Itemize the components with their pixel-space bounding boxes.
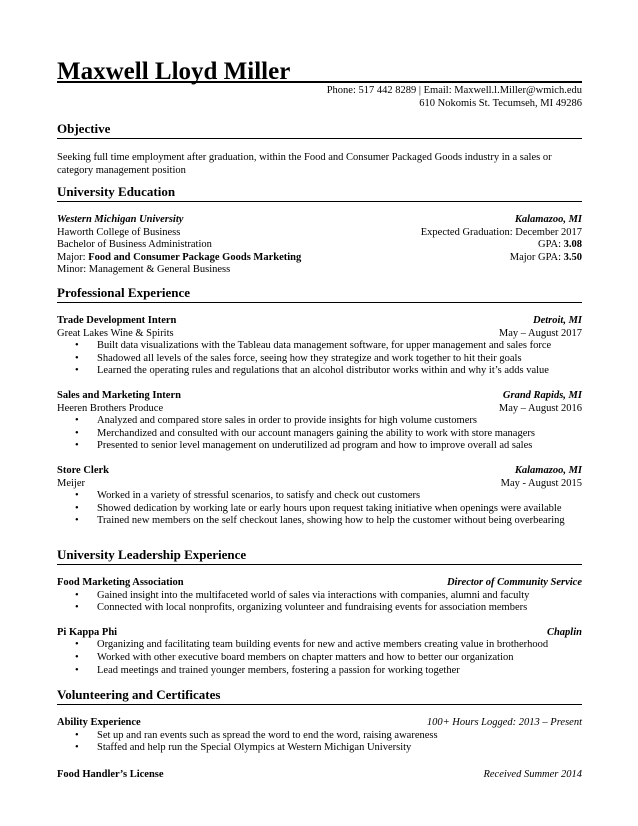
bullet-item: • Connected with local nonprofits, organizing volunteer and fundraising events for association members bbox=[75, 602, 528, 614]
bullet-icon: • bbox=[75, 440, 79, 452]
bullet-item: • Merchandized and consulted with our account managers gaining the ability to work with store managers bbox=[75, 427, 535, 439]
section-title: Objective bbox=[57, 121, 111, 136]
major: Major: Food and Consumer Package Goods Marketing bbox=[57, 251, 302, 263]
education-body bbox=[57, 214, 582, 277]
contact-address: 610 Nokomis St. Tecumseh, MI 49286 bbox=[419, 97, 582, 109]
objective-line: Seeking full time employment after graduation, within the Food and Consumer Packaged Goods industry in a sales or bbox=[57, 152, 552, 163]
job-dates: May – August 2016 bbox=[498, 402, 582, 414]
certificate-date: Received Summer 2014 bbox=[483, 768, 582, 780]
leadership-body bbox=[57, 577, 582, 677]
section-divider bbox=[57, 564, 582, 565]
objective-line: category management position bbox=[57, 164, 186, 176]
volunteer-bullets bbox=[57, 730, 582, 755]
bullet-icon: • bbox=[75, 415, 79, 427]
bullet-item: • Analyzed and compared store sales in order to provide insights for high volume customers bbox=[75, 415, 477, 427]
job-bullets bbox=[57, 340, 582, 378]
org-role: Director of Community Service bbox=[446, 577, 582, 588]
section-title: Volunteering and Certificates bbox=[57, 687, 221, 702]
job-bullets bbox=[57, 490, 582, 528]
job-dates: May - August 2015 bbox=[500, 477, 582, 489]
bullet-icon: • bbox=[75, 365, 79, 377]
leadership-section bbox=[57, 547, 582, 677]
volunteer-name: Ability Experience bbox=[57, 717, 141, 728]
org-entry bbox=[57, 627, 582, 677]
school-name: Western Michigan University bbox=[57, 214, 184, 225]
volunteer-hours: 100+ Hours Logged: 2013 – Present bbox=[426, 717, 582, 728]
section-divider bbox=[57, 302, 582, 303]
job-entry bbox=[57, 390, 582, 453]
org-bullets bbox=[57, 590, 582, 615]
volunteering-body bbox=[57, 717, 582, 781]
job-location: Grand Rapids, MI bbox=[502, 389, 582, 401]
job-location: Kalamazoo, MI bbox=[514, 464, 582, 476]
bullet-icon: • bbox=[75, 664, 79, 676]
job-company: Heeren Brothers Produce bbox=[57, 402, 164, 414]
experience-body bbox=[57, 315, 582, 528]
org-name: Pi Kappa Phi bbox=[57, 626, 118, 638]
bullet-item: • Learned the operating rules and regulations that an alcohol distributor works within and why it’s adds value bbox=[75, 365, 549, 377]
bullet-item: • Shadowed all levels of the sales force, seeing how they strategize and work together to hit their goals bbox=[75, 352, 522, 364]
bullet-item: • Organizing and facilitating team building events for new and active members creating value in brotherhood bbox=[75, 639, 549, 651]
job-entry bbox=[57, 315, 582, 378]
bullet-icon: • bbox=[75, 639, 79, 651]
bullet-icon: • bbox=[75, 729, 79, 741]
objective-text bbox=[57, 152, 582, 177]
section-divider bbox=[57, 138, 582, 139]
bullet-item: • Staffed and help run the Special Olympics at Western Michigan University bbox=[75, 742, 412, 754]
org-entry bbox=[57, 577, 582, 615]
bullet-icon: • bbox=[75, 502, 79, 514]
job-title: Trade Development Intern bbox=[57, 315, 177, 326]
bullet-item: • Set up and ran events such as spread the word to end the word, raising awareness bbox=[75, 729, 438, 741]
bullet-item: • Showed dedication by working late or early hours upon request taking initiative when openings were available bbox=[75, 502, 562, 514]
job-title: Sales and Marketing Intern bbox=[57, 389, 181, 401]
name-divider bbox=[57, 81, 582, 83]
bullet-item: • Worked in a variety of stressful scenarios, to satisfy and check out customers bbox=[75, 490, 421, 502]
major-gpa: Major GPA: 3.50 bbox=[509, 251, 582, 263]
section-title: Professional Experience bbox=[57, 285, 190, 300]
bullet-item: • Built data visualizations with the Tableau data management software, for upper management and sales force bbox=[75, 340, 552, 352]
minor: Minor: Management & General Business bbox=[57, 264, 231, 276]
bullet-icon: • bbox=[75, 515, 79, 527]
bullet-item: • Presented to senior level management on underutilized ad program and how to improve overall ad sales bbox=[75, 440, 533, 452]
objective-section bbox=[57, 121, 582, 177]
contact-phone-email: Phone: 517 442 8289 | Email: Maxwell.l.Miller@wmich.edu bbox=[326, 85, 582, 96]
bullet-icon: • bbox=[75, 602, 79, 614]
education-section bbox=[57, 184, 582, 277]
bullet-icon: • bbox=[75, 589, 79, 601]
certificate-name: Food Handler’s License bbox=[57, 768, 164, 780]
bullet-icon: • bbox=[75, 340, 79, 352]
job-entry bbox=[57, 465, 582, 528]
bullet-item: • Worked with other executive board members on chapter matters and how to better our organization bbox=[75, 651, 514, 663]
contact-block bbox=[327, 85, 582, 110]
bullet-icon: • bbox=[75, 651, 79, 663]
job-bullets bbox=[57, 415, 582, 453]
bullet-icon: • bbox=[75, 427, 79, 439]
bullet-icon: • bbox=[75, 490, 79, 502]
org-name: Food Marketing Association bbox=[57, 577, 184, 588]
job-location: Detroit, MI bbox=[532, 315, 582, 326]
experience-section bbox=[57, 285, 582, 528]
degree: Bachelor of Business Administration bbox=[57, 239, 212, 251]
bullet-item: • Gained insight into the multifaceted world of sales via interactions with companies, alumni and faculty bbox=[75, 589, 530, 601]
gpa: GPA: 3.08 bbox=[538, 239, 582, 251]
job-dates: May – August 2017 bbox=[498, 327, 582, 339]
section-title: University Education bbox=[57, 184, 176, 199]
job-company: Great Lakes Wine & Spirits bbox=[57, 327, 174, 339]
candidate-name: Maxwell Lloyd Miller bbox=[57, 58, 291, 85]
section-divider bbox=[57, 704, 582, 705]
bullet-item: • Trained new members on the self checkout lanes, showing how to help the customer without being overbearing bbox=[75, 515, 565, 527]
bullet-icon: • bbox=[75, 742, 79, 754]
job-company: Meijer bbox=[57, 477, 85, 489]
college-name: Haworth College of Business bbox=[57, 226, 181, 238]
volunteering-section bbox=[57, 687, 582, 781]
school-location: Kalamazoo, MI bbox=[514, 214, 582, 225]
bullet-item: • Lead meetings and trained younger members, fostering a passion for working together bbox=[75, 664, 460, 676]
section-title: University Leadership Experience bbox=[57, 547, 247, 562]
graduation-date: Expected Graduation: December 2017 bbox=[420, 226, 582, 238]
org-bullets bbox=[57, 639, 582, 677]
section-divider bbox=[57, 201, 582, 202]
job-title: Store Clerk bbox=[57, 464, 110, 476]
org-role: Chaplin bbox=[546, 626, 582, 638]
bullet-icon: • bbox=[75, 352, 79, 364]
